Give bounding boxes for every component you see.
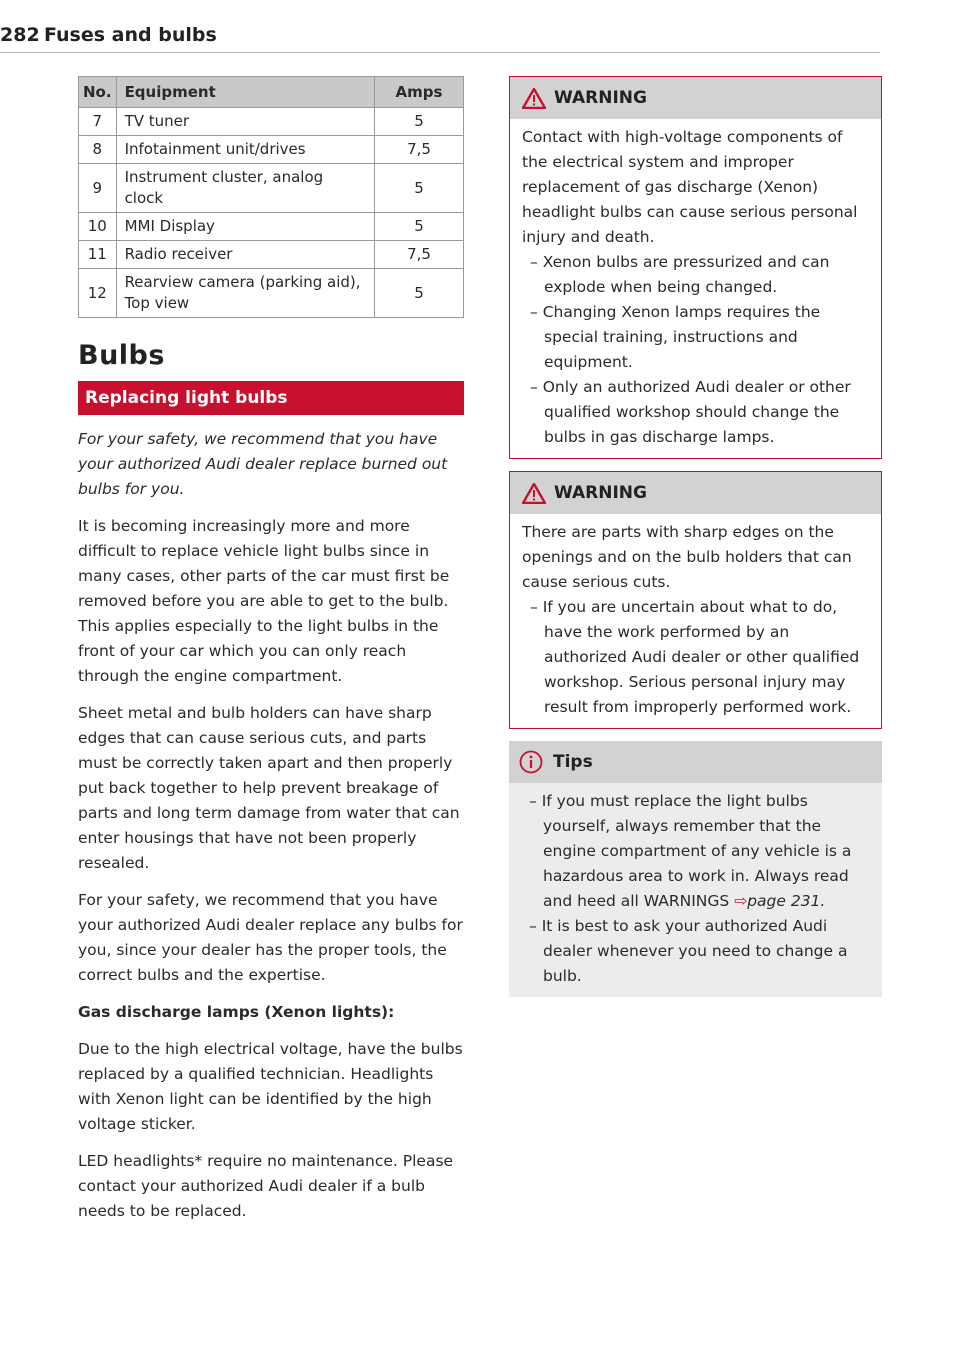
page-reference-arrow-icon: ⇨ [734, 892, 748, 910]
warning-box [509, 76, 882, 459]
fuse-amps: 5 [375, 164, 464, 213]
fuse-number: 9 [79, 164, 117, 213]
list-item [521, 789, 870, 914]
table-row [79, 269, 464, 318]
right-column [509, 76, 882, 997]
list-item: – If you are uncertain about what to do, have the work performed by an authorized Audi dealer or other qualified workshop. Serious personal injury may result from improperly performed work. [522, 595, 869, 720]
fuse-number: 10 [79, 213, 117, 241]
fuse-equipment: Infotainment unit/drives [116, 136, 374, 164]
fuse-equipment: Rearview camera (parking aid), Top view [116, 269, 374, 318]
list-item: – Changing Xenon lamps requires the special training, instructions and equipment. [522, 300, 869, 375]
body-paragraph: Sheet metal and bulb holders can have sharp edges that can cause serious cuts, and parts must be correctly taken apart and then properly put back together to help prevent breakage of parts and long term damage from water that can enter housings that have not been properly resealed. [78, 704, 460, 872]
intro-paragraph: For your safety, we recommend that you have your authorized Audi dealer replace burned out bulbs for you. [78, 430, 448, 498]
fuse-amps: 7,5 [375, 136, 464, 164]
warning-list [522, 595, 869, 720]
column-header-no: No. [79, 77, 117, 108]
tips-list [521, 789, 870, 989]
fuse-equipment: TV tuner [116, 108, 374, 136]
info-icon [519, 750, 543, 774]
fuse-amps: 7,5 [375, 241, 464, 269]
fuse-equipment: MMI Display [116, 213, 374, 241]
fuse-amps: 5 [375, 213, 464, 241]
warning-text: Contact with high-voltage components of the electrical system and improper replacement of gas discharge (Xenon) headlight bulbs can cause serious personal injury and death. [522, 128, 858, 246]
page-number: 282 [0, 24, 40, 46]
bulbs-heading: Bulbs [78, 340, 165, 371]
warning-header [510, 472, 881, 514]
warning-header [510, 77, 881, 119]
section-title: Fuses and bulbs [44, 24, 217, 46]
warning-triangle-icon [522, 88, 546, 109]
tips-body [509, 783, 882, 997]
fuse-table [78, 76, 464, 318]
table-row [79, 164, 464, 213]
body-paragraph: LED headlights* require no maintenance. Please contact your authorized Audi dealer if a bulb needs to be replaced. [78, 1152, 454, 1220]
fuse-amps: 5 [375, 108, 464, 136]
page-header [0, 22, 880, 53]
table-row [79, 136, 464, 164]
body-paragraph: Due to the high electrical voltage, have the bulbs replaced by a qualified technician. Headlights with Xenon light can be identified by the high voltage sticker. [78, 1040, 463, 1133]
fuse-number: 11 [79, 241, 117, 269]
fuse-equipment: Instrument cluster, analog clock [116, 164, 374, 213]
body-paragraph: For your safety, we recommend that you have your authorized Audi dealer replace any bulbs for you, since your dealer has the proper tools, the correct bulbs and the expertise. [78, 891, 463, 984]
fuse-amps: 5 [375, 269, 464, 318]
warning-title: WARNING [554, 483, 647, 503]
warning-body [510, 514, 881, 728]
subsection-banner: Replacing light bulbs [78, 381, 464, 415]
table-row [79, 241, 464, 269]
gas-discharge-heading: Gas discharge lamps (Xenon lights): [78, 1003, 395, 1021]
page-reference-link[interactable]: page 231. [747, 892, 826, 910]
table-row [79, 108, 464, 136]
fuse-number: 8 [79, 136, 117, 164]
list-item: – Xenon bulbs are pressurized and can explode when being changed. [522, 250, 869, 300]
list-item: – It is best to ask your authorized Audi dealer whenever you need to change a bulb. [521, 914, 870, 989]
tip-text: If you must replace the light bulbs yourself, always remember that the engine compartment of any vehicle is a hazardous area to work in. Always read and heed all WARNINGS [541, 792, 852, 910]
warning-title: WARNING [554, 88, 647, 108]
list-item: – Only an authorized Audi dealer or other qualified workshop should change the bulbs in gas discharge lamps. [522, 375, 869, 450]
column-header-equipment: Equipment [116, 77, 374, 108]
table-header-row [79, 77, 464, 108]
tips-box [509, 741, 882, 997]
warning-list [522, 250, 869, 450]
column-header-amps: Amps [375, 77, 464, 108]
warning-box [509, 471, 882, 729]
fuse-number: 12 [79, 269, 117, 318]
warning-body [510, 119, 881, 458]
warning-triangle-icon [522, 483, 546, 504]
fuse-number: 7 [79, 108, 117, 136]
left-column [78, 76, 464, 1236]
tips-header [509, 741, 882, 783]
tips-title: Tips [553, 752, 593, 772]
table-row [79, 213, 464, 241]
body-paragraph: It is becoming increasingly more and more difficult to replace vehicle light bulbs since in many cases, other parts of the car must first be removed before you are able to get to the bulb. This applies especially to the light bulbs in the front of your car which you can only reach through the engine compartment. [78, 517, 450, 685]
warning-text: There are parts with sharp edges on the openings and on the bulb holders that can cause serious cuts. [522, 523, 852, 591]
fuse-equipment: Radio receiver [116, 241, 374, 269]
